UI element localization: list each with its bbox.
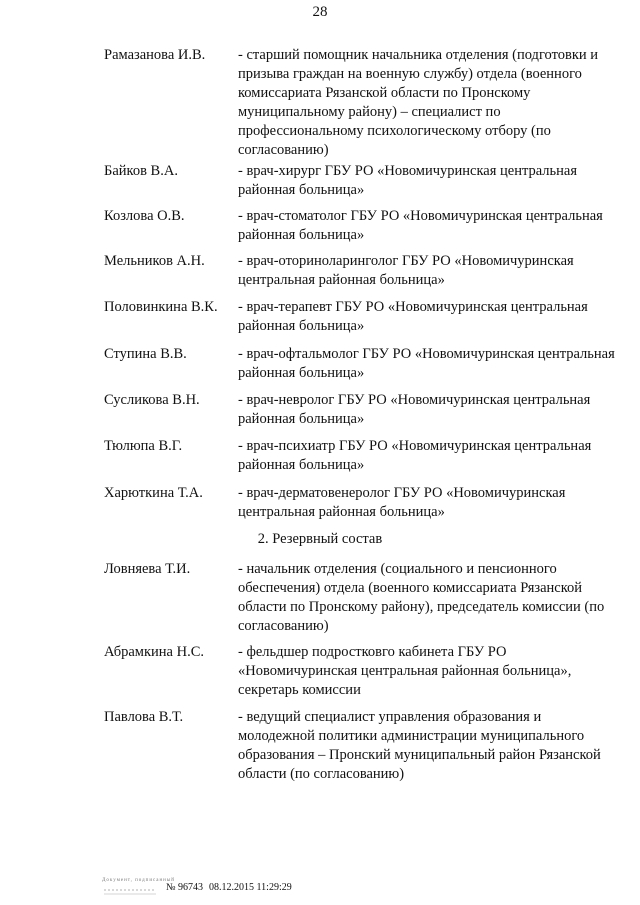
- stamp-text: Документ, подписанный: [102, 878, 175, 883]
- member-role: - фельдшер подростковго кабинета ГБУ РО «Новомичуринская центральная районная больница», секретарь комиссии: [238, 644, 572, 698]
- member-role: - врач-оториноларинголог ГБУ РО «Новомичуринская центральная районная больница»: [238, 253, 574, 288]
- member-name: Ловняева Т.И.: [104, 561, 191, 577]
- doc-number: № 96743: [166, 881, 204, 893]
- document-footer: [100, 876, 292, 898]
- member-role: - врач-психиатр ГБУ РО «Новомичуринская центральная районная больница»: [238, 438, 592, 473]
- member-name: Половинкина В.К.: [104, 299, 218, 315]
- member-role: - врач-дерматовенеролог ГБУ РО «Новомичуринская центральная районная больница»: [238, 485, 566, 520]
- member-role: - врач-невролог ГБУ РО «Новомичуринская центральная районная больница»: [238, 392, 591, 427]
- member-name: Мельников А.Н.: [104, 253, 205, 269]
- doc-datetime: 08.12.2015 11:29:29: [209, 881, 292, 893]
- member-role: - врач-терапевт ГБУ РО «Новомичуринская центральная районная больница»: [238, 299, 588, 334]
- member-role: - ведущий специалист управления образования и молодежной политики администрации муниципального образования – Пронский муниципальный район Рязанской области (по согласованию): [238, 709, 601, 782]
- member-name: Харюткина Т.А.: [104, 485, 203, 501]
- section-heading: 2. Резервный состав: [257, 531, 383, 547]
- member-name: Козлова О.В.: [104, 208, 185, 224]
- member-role: - врач-хирург ГБУ РО «Новомичуринская центральная районная больница»: [238, 163, 578, 198]
- member-name: Байков В.А.: [104, 163, 178, 179]
- member-name: Сусликова В.Н.: [104, 392, 200, 408]
- member-name: Рамазанова И.В.: [104, 47, 206, 63]
- member-name: Абрамкина Н.С.: [104, 644, 204, 660]
- member-role: - врач-офтальмолог ГБУ РО «Новомичуринская центральная районная больница»: [238, 346, 615, 381]
- member-name: Ступина В.В.: [104, 346, 187, 362]
- member-name: Павлова В.Т.: [104, 709, 184, 725]
- signature-stamp: [100, 876, 175, 898]
- member-role: - начальник отделения (социального и пенсионного обеспечения) отдела (военного комиссариата Рязанской области по Пронскому району), председатель комиссии (по согласованию): [238, 561, 605, 634]
- member-role: - старший помощник начальника отделения (подготовки и призыва граждан на военную службу) отдела (военного комиссариата Рязанской области по Пронскому муниципальному району) – специалист по профессиональному психологическому отбору (по согласованию): [238, 47, 599, 158]
- member-name: Тюлюпа В.Г.: [104, 438, 183, 454]
- member-role: - врач-стоматолог ГБУ РО «Новомичуринская центральная районная больница»: [238, 208, 603, 243]
- page-number: 28: [312, 4, 328, 20]
- stamp-graphic: [100, 876, 160, 898]
